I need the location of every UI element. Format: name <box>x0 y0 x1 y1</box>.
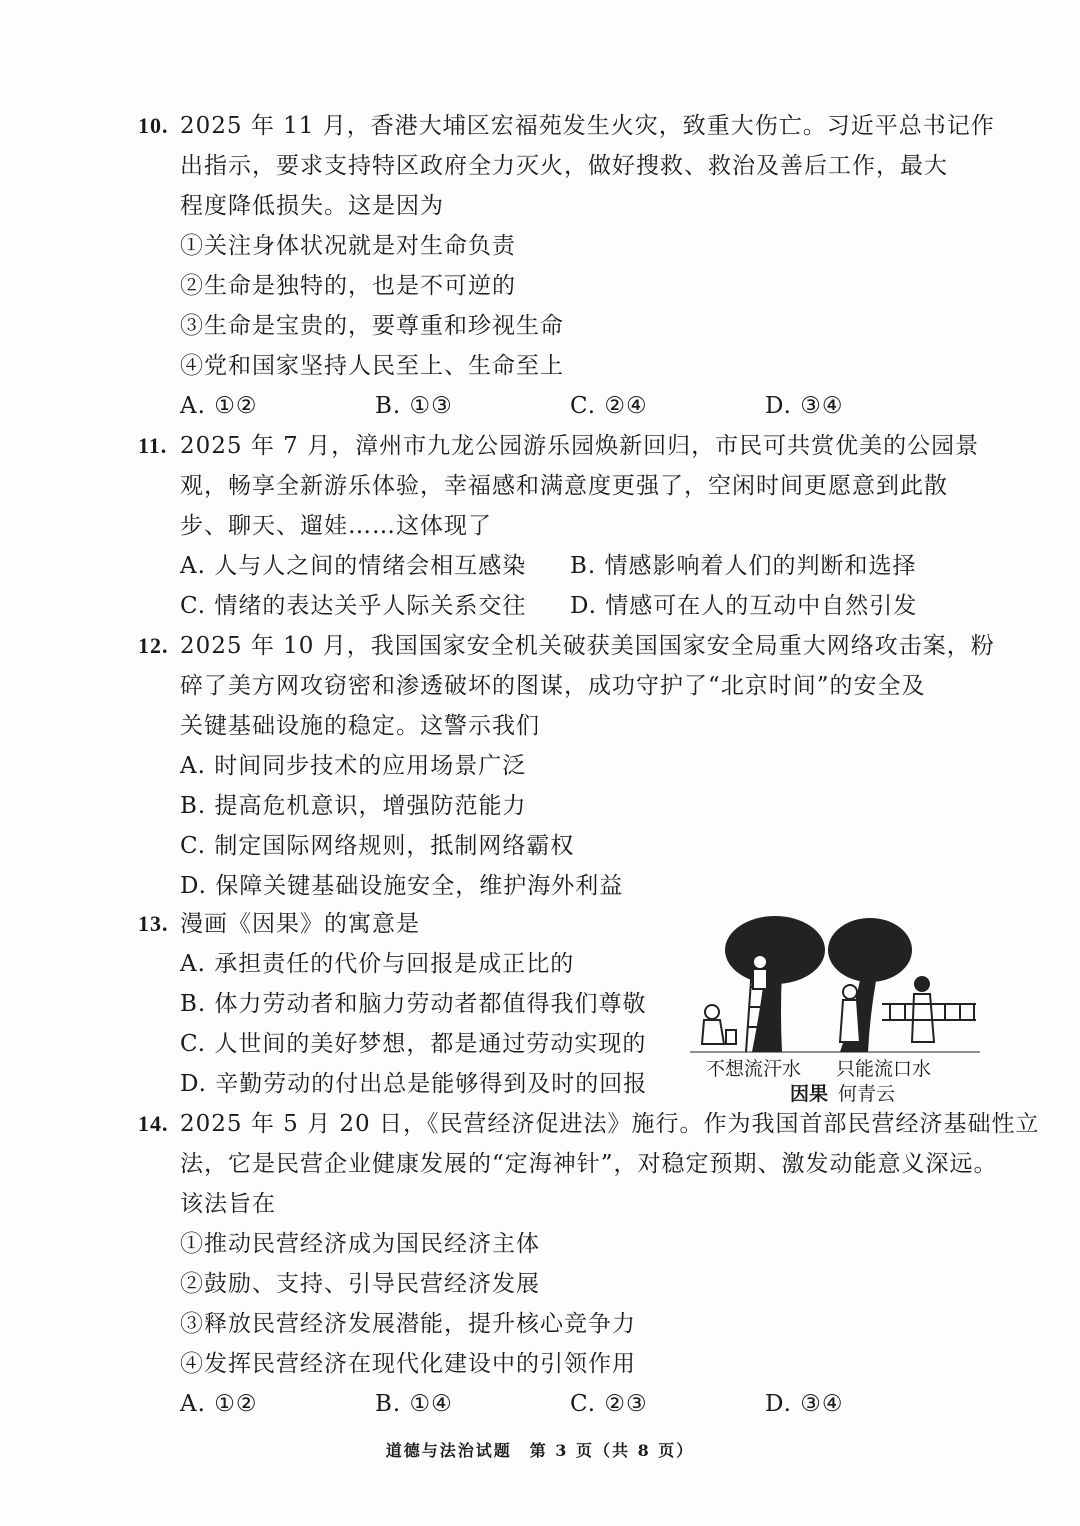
option-a: A. ①② <box>180 393 258 419</box>
question-stem: 出指示，要求支持特区政府全力灭火，做好搜救、救治及善后工作，最大 <box>180 153 948 179</box>
option-b: B. 情感影响着人们的判断和选择 <box>570 553 917 579</box>
statement-item: ③释放民营经济发展潜能，提升核心竞争力 <box>180 1311 636 1337</box>
question-number: 11. <box>138 433 168 458</box>
option-c: C. ②④ <box>570 393 648 419</box>
statement-item: ④发挥民营经济在现代化建设中的引领作用 <box>180 1351 636 1377</box>
person-icon <box>753 955 767 969</box>
statement-item: ③生命是宝贵的，要尊重和珍视生命 <box>180 313 564 339</box>
answer-options <box>138 586 988 626</box>
question-stem: 观，畅享全新游乐体验，幸福感和满意度更强了，空闲时间更愿意到此散 <box>180 473 948 499</box>
answer-options <box>138 546 988 586</box>
page-footer: 道德与法治试题 第 3 页（共 8 页） <box>385 1441 695 1460</box>
question-10 <box>138 106 995 426</box>
option-a: A. ①② <box>180 1391 258 1417</box>
option-a: A. 人与人之间的情绪会相互感染 <box>180 553 527 579</box>
cartoon-cause-and-effect <box>690 912 980 1105</box>
option-c: C. 情绪的表达关乎人际关系交往 <box>180 593 527 619</box>
question-stem: 2025 年 10 月，我国国家安全机关破获美国国家安全局重大网络攻击案，粉 <box>180 633 995 659</box>
person-icon <box>843 985 857 999</box>
person-icon <box>914 976 930 992</box>
statement-item: ①关注身体状况就是对生命负责 <box>180 233 516 259</box>
statement-item: ④党和国家坚持人民至上、生命至上 <box>180 353 564 379</box>
question-number: 10. <box>138 113 169 138</box>
option-b: B. ①③ <box>375 393 453 419</box>
person-icon <box>705 1005 719 1019</box>
question-stem: 关键基础设施的稳定。这警示我们 <box>180 713 540 739</box>
option-c: C. 制定国际网络规则，抵制网络霸权 <box>180 833 575 859</box>
question-number: 14. <box>138 1111 169 1136</box>
option-c: C. 人世间的美好梦想，都是通过劳动实现的 <box>180 1031 647 1057</box>
question-number: 13. <box>138 911 169 936</box>
question-stem: 碎了美方网攻窃密和渗透破坏的图谋，成功守护了“北京时间”的安全及 <box>180 673 926 699</box>
question-stem: 2025 年 7 月，漳州市九龙公园游乐园焕新回归，市民可共赏优美的公园景 <box>180 433 980 459</box>
option-a: A. 承担责任的代价与回报是成正比的 <box>180 951 575 977</box>
question-stem: 法，它是民营企业健康发展的“定海神针”，对稳定预期、激发动能意义深远。 <box>180 1151 998 1177</box>
cartoon-author: 何青云 <box>838 1083 896 1105</box>
question-13 <box>138 904 698 1104</box>
statement-item: ②鼓励、支持、引导民营经济发展 <box>180 1271 540 1297</box>
cartoon-drawing <box>690 912 980 1062</box>
option-b: B. ①④ <box>375 1391 453 1417</box>
option-b: B. 体力劳动者和脑力劳动者都值得我们尊敬 <box>180 991 647 1017</box>
question-14 <box>138 1104 1040 1424</box>
option-d: D. 情感可在人的互动中自然引发 <box>570 593 918 619</box>
question-stem: 该法旨在 <box>180 1191 276 1217</box>
option-c: C. ②③ <box>570 1391 648 1417</box>
question-stem: 程度降低损失。这是因为 <box>180 193 444 219</box>
answer-options <box>138 1384 988 1424</box>
cartoon-caption-right: 只能流口水 <box>836 1058 932 1080</box>
option-d: D. ③④ <box>765 1391 844 1417</box>
option-a: A. 时间同步技术的应用场景广泛 <box>180 753 527 779</box>
question-stem: 漫画《因果》的寓意是 <box>180 911 420 937</box>
cartoon-caption-left: 不想流汗水 <box>706 1058 802 1080</box>
question-11 <box>138 426 988 626</box>
question-stem: 步、聊天、遛娃……这体现了 <box>180 513 492 539</box>
option-d: D. ③④ <box>765 393 844 419</box>
option-d: D. 保障关键基础设施安全，维护海外利益 <box>180 873 624 899</box>
question-stem: 2025 年 11 月，香港大埔区宏福苑发生火灾，致重大伤亡。习近平总书记作 <box>180 113 995 139</box>
option-b: B. 提高危机意识，增强防范能力 <box>180 793 527 819</box>
basket-icon <box>726 1030 736 1044</box>
cartoon-title: 因果 <box>790 1083 829 1105</box>
option-d: D. 辛勤劳动的付出总是能够得到及时的回报 <box>180 1071 648 1097</box>
statement-item: ①推动民营经济成为国民经济主体 <box>180 1231 540 1257</box>
question-stem: 2025 年 5 月 20 日，《民营经济促进法》施行。作为我国首部民营经济基础性立 <box>180 1111 1040 1137</box>
answer-options <box>138 386 988 426</box>
question-12 <box>138 626 995 906</box>
statement-item: ②生命是独特的，也是不可逆的 <box>180 273 516 299</box>
question-number: 12. <box>138 633 169 658</box>
